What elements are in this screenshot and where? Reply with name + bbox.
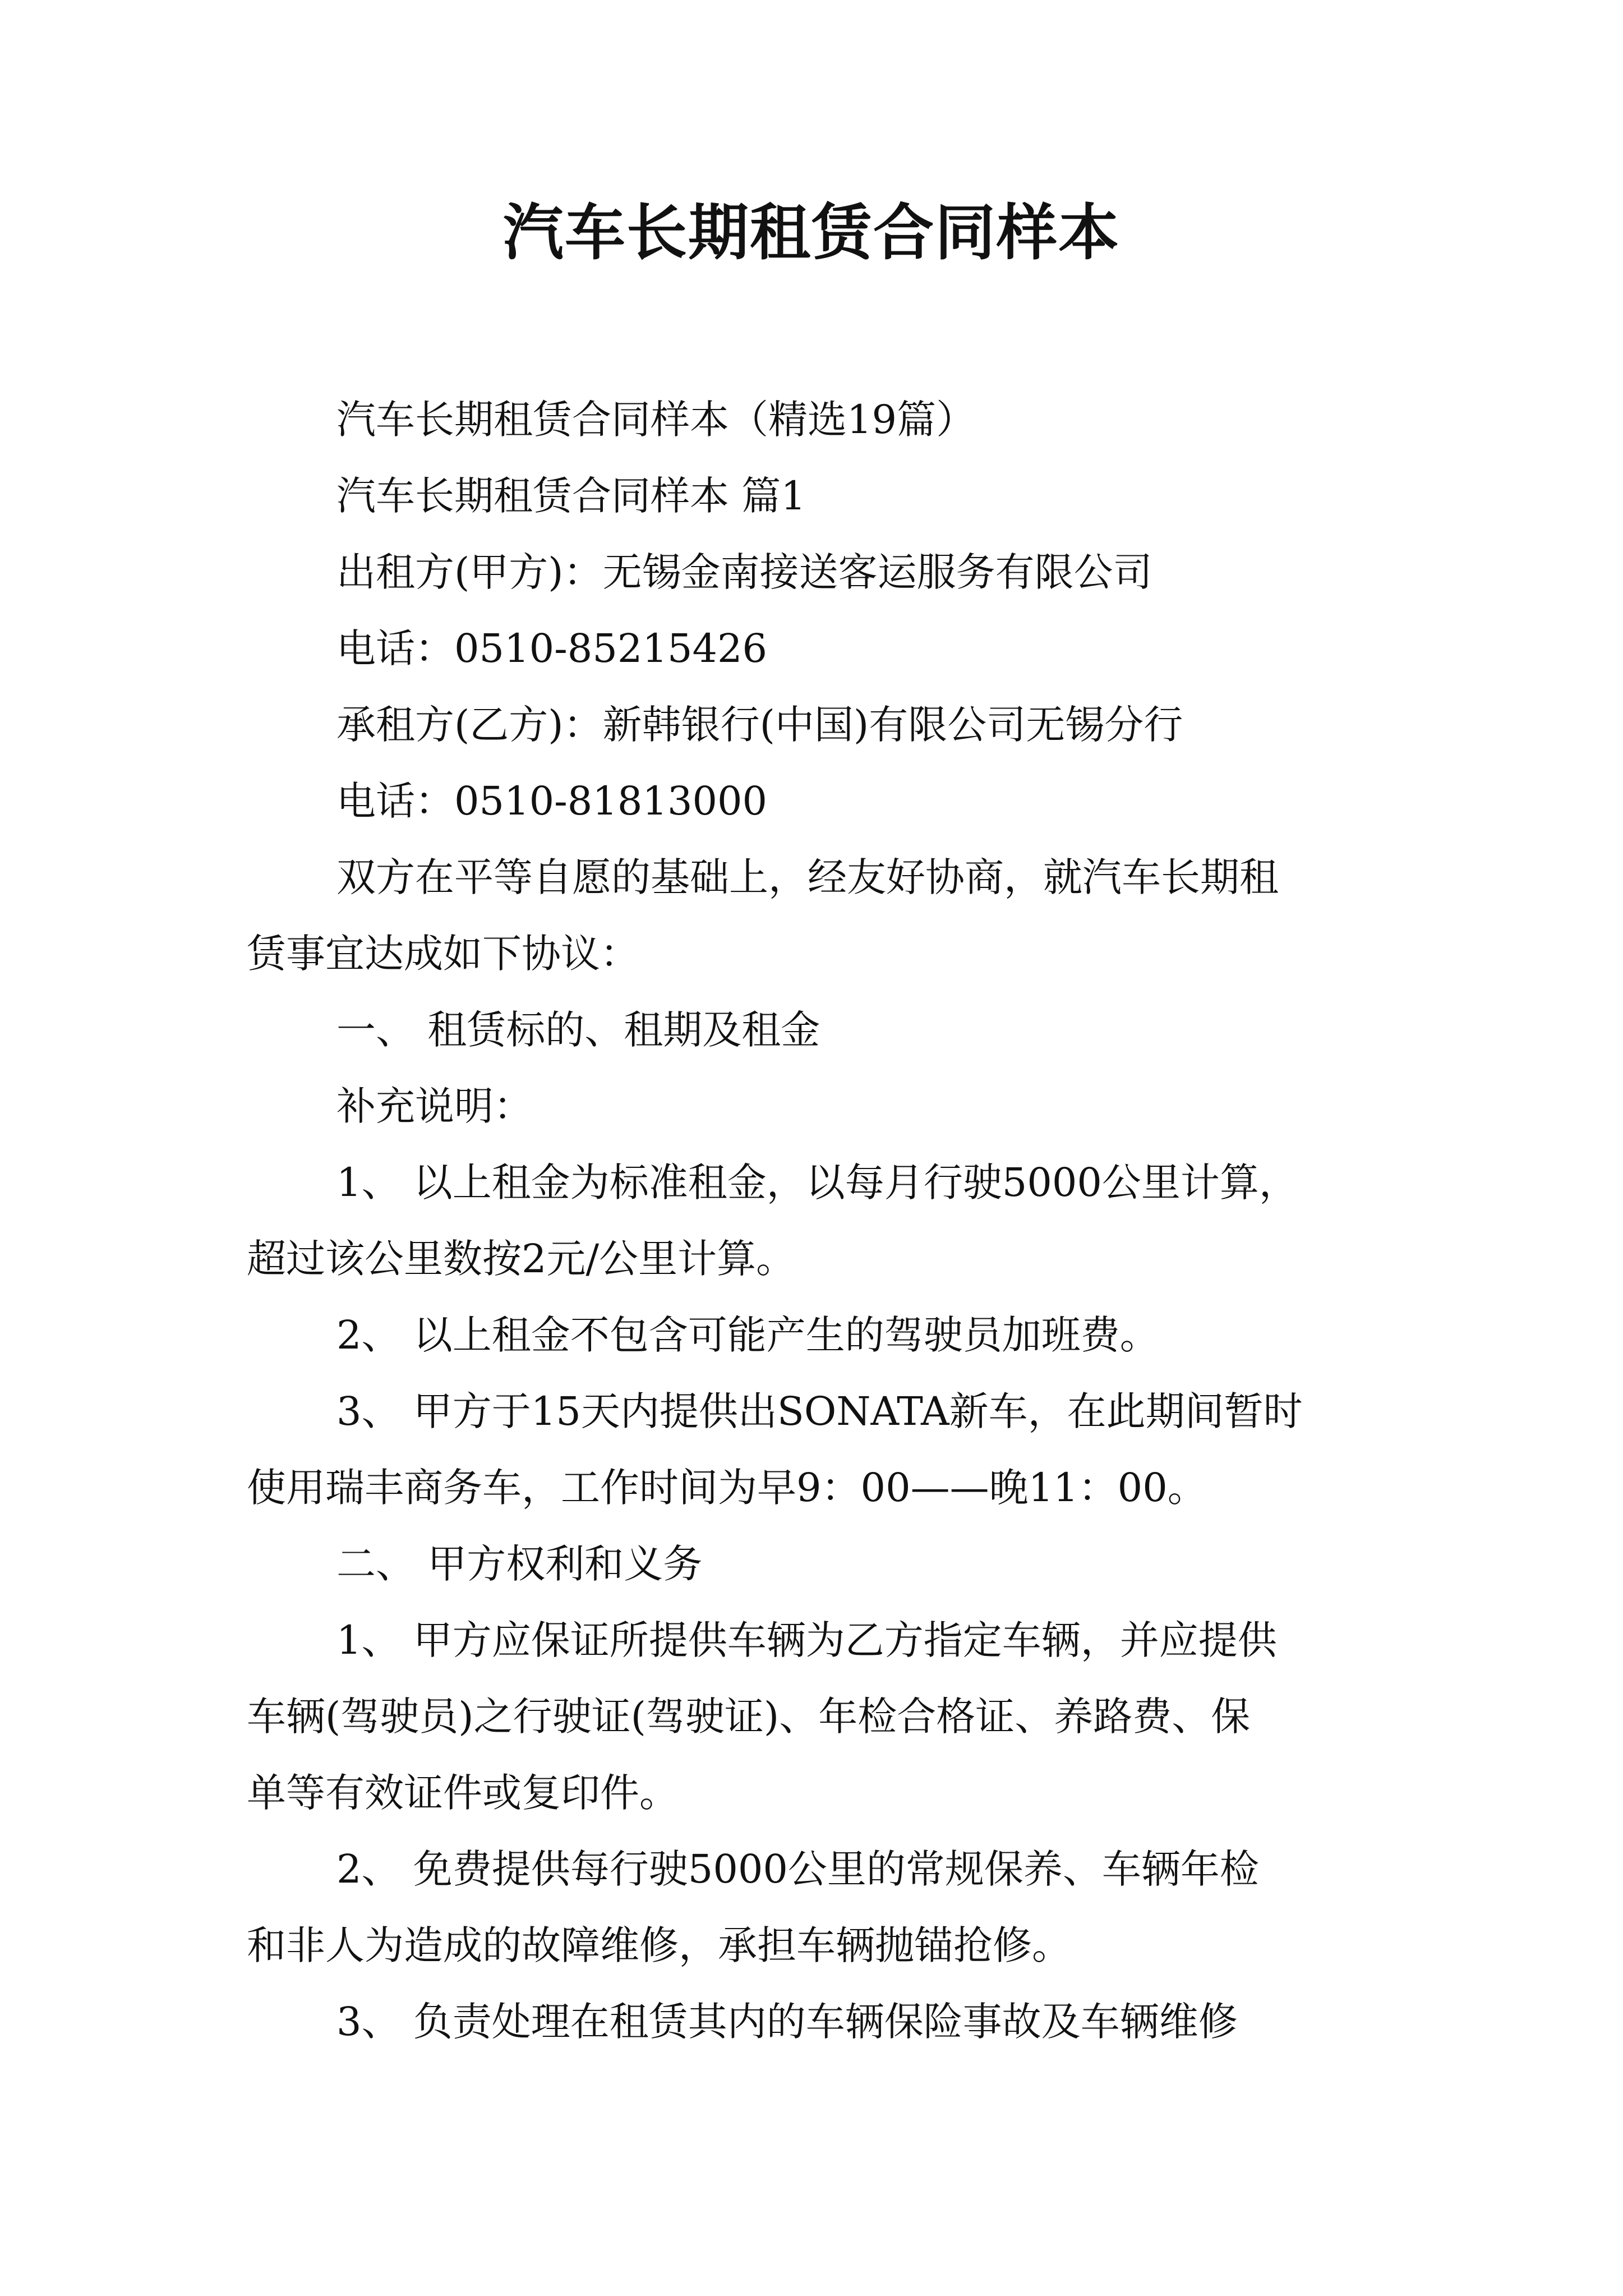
paragraph-text: 双方在平等自愿的基础上，经友好协商，就汽车长期租 xyxy=(336,854,1279,900)
document-title: 汽车长期租赁合同样本 xyxy=(502,197,1120,268)
paragraph xyxy=(247,839,1385,992)
paragraph xyxy=(247,1526,1385,1602)
paragraph xyxy=(247,1297,1385,1373)
paragraph xyxy=(247,381,1385,458)
paragraph-continuation: 和非人为造成的故障维修，承担车辆抛锚抢修。 xyxy=(247,1922,1071,1968)
paragraph xyxy=(247,992,1385,1068)
paragraph xyxy=(247,1373,1385,1526)
paragraph xyxy=(247,458,1385,534)
paragraph xyxy=(247,1984,1385,2060)
paragraph xyxy=(247,1831,1385,1984)
paragraph xyxy=(247,610,1385,687)
paragraph-text: 3、 负责处理在租赁其内的车辆保险事故及车辆维修 xyxy=(336,1999,1238,2045)
paragraph-continuation: 车辆(驾驶员)之行驶证(驾驶证)、年检合格证、养路费、保 xyxy=(247,1694,1251,1740)
paragraph-continuation: 使用瑞丰商务车，工作时间为早9：00——晚11：00。 xyxy=(247,1465,1207,1511)
paragraph-text: 1、 甲方应保证所提供车辆为乙方指定车辆，并应提供 xyxy=(336,1617,1277,1663)
paragraph xyxy=(247,534,1385,610)
paragraph xyxy=(247,1144,1385,1297)
paragraph xyxy=(247,1602,1385,1831)
paragraph-continuation: 赁事宜达成如下协议： xyxy=(247,931,639,977)
paragraph-text: 汽车长期租赁合同样本（精选19篇） xyxy=(336,397,976,443)
paragraph-text: 承租方(乙方)：新韩银行(中国)有限公司无锡分行 xyxy=(336,702,1183,748)
paragraph xyxy=(247,763,1385,839)
section-heading: 二、 甲方权利和义务 xyxy=(336,1541,703,1587)
paragraph xyxy=(247,1068,1385,1144)
paragraph-text: 汽车长期租赁合同样本 篇1 xyxy=(336,473,806,519)
paragraph-text: 电话：0510-85215426 xyxy=(336,625,768,671)
paragraph-continuation: 单等有效证件或复印件。 xyxy=(247,1770,679,1816)
paragraph-text: 2、 免费提供每行驶5000公里的常规保养、车辆年检 xyxy=(336,1846,1259,1892)
paragraph-continuation: 超过该公里数按2元/公里计算。 xyxy=(247,1236,796,1282)
paragraph-text: 2、 以上租金不包含可能产生的驾驶员加班费。 xyxy=(336,1312,1159,1358)
paragraph-text: 1、 以上租金为标准租金，以每月行驶5000公里计算， xyxy=(336,1159,1298,1205)
paragraph-text: 电话：0510-81813000 xyxy=(336,778,768,824)
paragraph-text: 出租方(甲方)：无锡金南接送客运服务有限公司 xyxy=(336,549,1152,595)
paragraph xyxy=(247,687,1385,763)
paragraph-text: 补充说明： xyxy=(336,1083,533,1129)
paragraph-text: 3、 甲方于15天内提供出SONATA新车，在此期间暂时 xyxy=(336,1388,1303,1434)
section-heading: 一、 租赁标的、租期及租金 xyxy=(336,1007,820,1053)
